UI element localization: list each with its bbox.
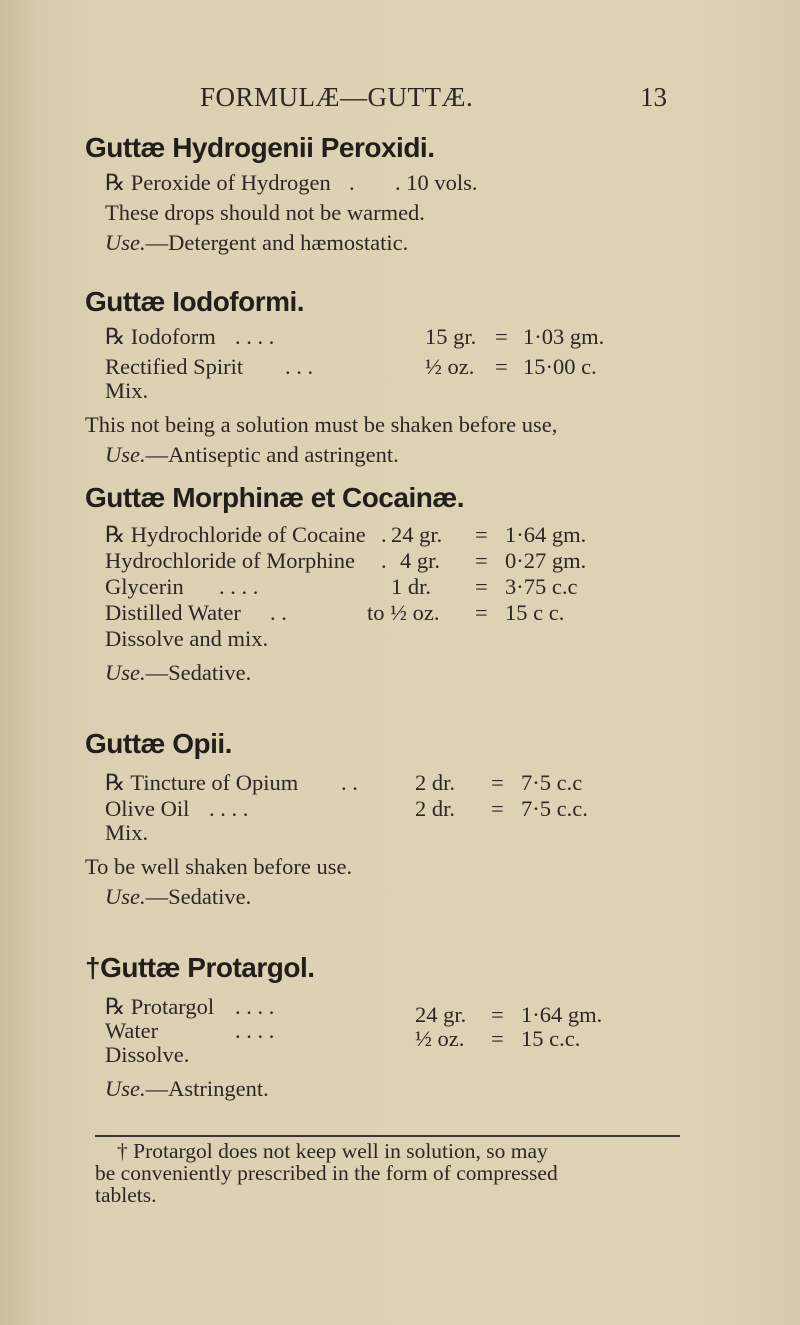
use-label: Use.: [105, 442, 146, 467]
use-line: [85, 660, 725, 690]
formula-opium: [85, 728, 725, 914]
instruction: Dissolve.: [105, 1042, 190, 1067]
use-line: [85, 884, 725, 914]
page-number: 13: [640, 82, 667, 112]
instruction: Mix.: [105, 378, 149, 403]
footnote-line: † Protargol does not keep well in solution, so may: [117, 1139, 548, 1163]
ingredient-row: Distilled Water . . to ½ oz. = 15 c c.: [105, 600, 565, 625]
ingredient-dots: .: [349, 170, 355, 195]
running-head: FORMULÆ—GUTTÆ.: [200, 82, 474, 112]
use-label: Use.: [105, 1076, 146, 1101]
note-text: To be well shaken before use.: [85, 854, 353, 879]
use-line: [85, 230, 725, 260]
instruction: Dissolve and mix.: [105, 626, 269, 651]
ingredient-row: Hydrochloride of Morphine . 4 gr. = 0·27 gm.: [105, 548, 587, 573]
use-label: Use.: [105, 230, 146, 255]
formula-title: Guttæ Iodoformi.: [85, 286, 305, 317]
ingredient-name: ℞ Peroxide of Hydrogen: [105, 170, 331, 195]
ingredient-quantity: . 10 vols.: [395, 170, 478, 195]
footnote-line: be conveniently prescribed in the form of compressed: [95, 1161, 558, 1185]
footnote-rule: [95, 1135, 680, 1137]
ingredient-row: ℞ Hydrochloride of Cocaine . 24 gr. = 1·64 gm.: [105, 522, 587, 547]
ingredient-row: ℞ Iodoform . . . . 15 gr. = 1·03 gm.: [105, 324, 605, 349]
use-text: —Antiseptic and astringent.: [145, 442, 399, 467]
use-text: —Sedative.: [145, 660, 252, 685]
ingredient-row: ℞ Tincture of Opium . . 2 dr. = 7·5 c.c: [105, 770, 583, 795]
formula-iodoform: [85, 286, 725, 472]
page-header: [0, 82, 800, 112]
ingredient-row: Olive Oil . . . . 2 dr. = 7·5 c.c.: [105, 796, 588, 821]
note-text: This not being a solution must be shaken before use,: [85, 412, 558, 437]
instruction: Mix.: [105, 820, 149, 845]
formula-title: Guttæ Opii.: [85, 728, 232, 759]
formula-title: †Guttæ Protargol.: [85, 952, 315, 983]
ingredient-row: Water . . . . ½ oz. = 15 c.c.: [105, 1018, 581, 1051]
formula-hydrogen-peroxide: [85, 132, 725, 260]
formula-title: Guttæ Hydrogenii Peroxidi.: [85, 132, 435, 163]
ingredient-row: Glycerin . . . . 1 dr. = 3·75 c.c: [105, 574, 578, 599]
formula-title: Guttæ Morphinæ et Cocainæ.: [85, 482, 464, 513]
ingredient-row: [85, 170, 725, 200]
use-label: Use.: [105, 884, 146, 909]
use-label: Use.: [105, 660, 146, 685]
footnote-line: tablets.: [95, 1183, 157, 1207]
note-text: These drops should not be warmed.: [105, 200, 425, 225]
use-line: [85, 1076, 725, 1106]
footnote: [95, 1140, 695, 1206]
use-line: [85, 442, 725, 472]
formula-protargol: [85, 952, 725, 1106]
use-text: —Sedative.: [145, 884, 252, 909]
ingredient-row: Rectified Spirit . . . ½ oz. = 15·00 c.: [105, 354, 597, 379]
use-text: —Detergent and hæmostatic.: [145, 230, 409, 255]
ingredient-row: ℞ Protargol . . . . 24 gr. = 1·64 gm.: [105, 994, 603, 1027]
use-text: —Astringent.: [145, 1076, 269, 1101]
formula-morphine-cocaine: [85, 482, 725, 690]
